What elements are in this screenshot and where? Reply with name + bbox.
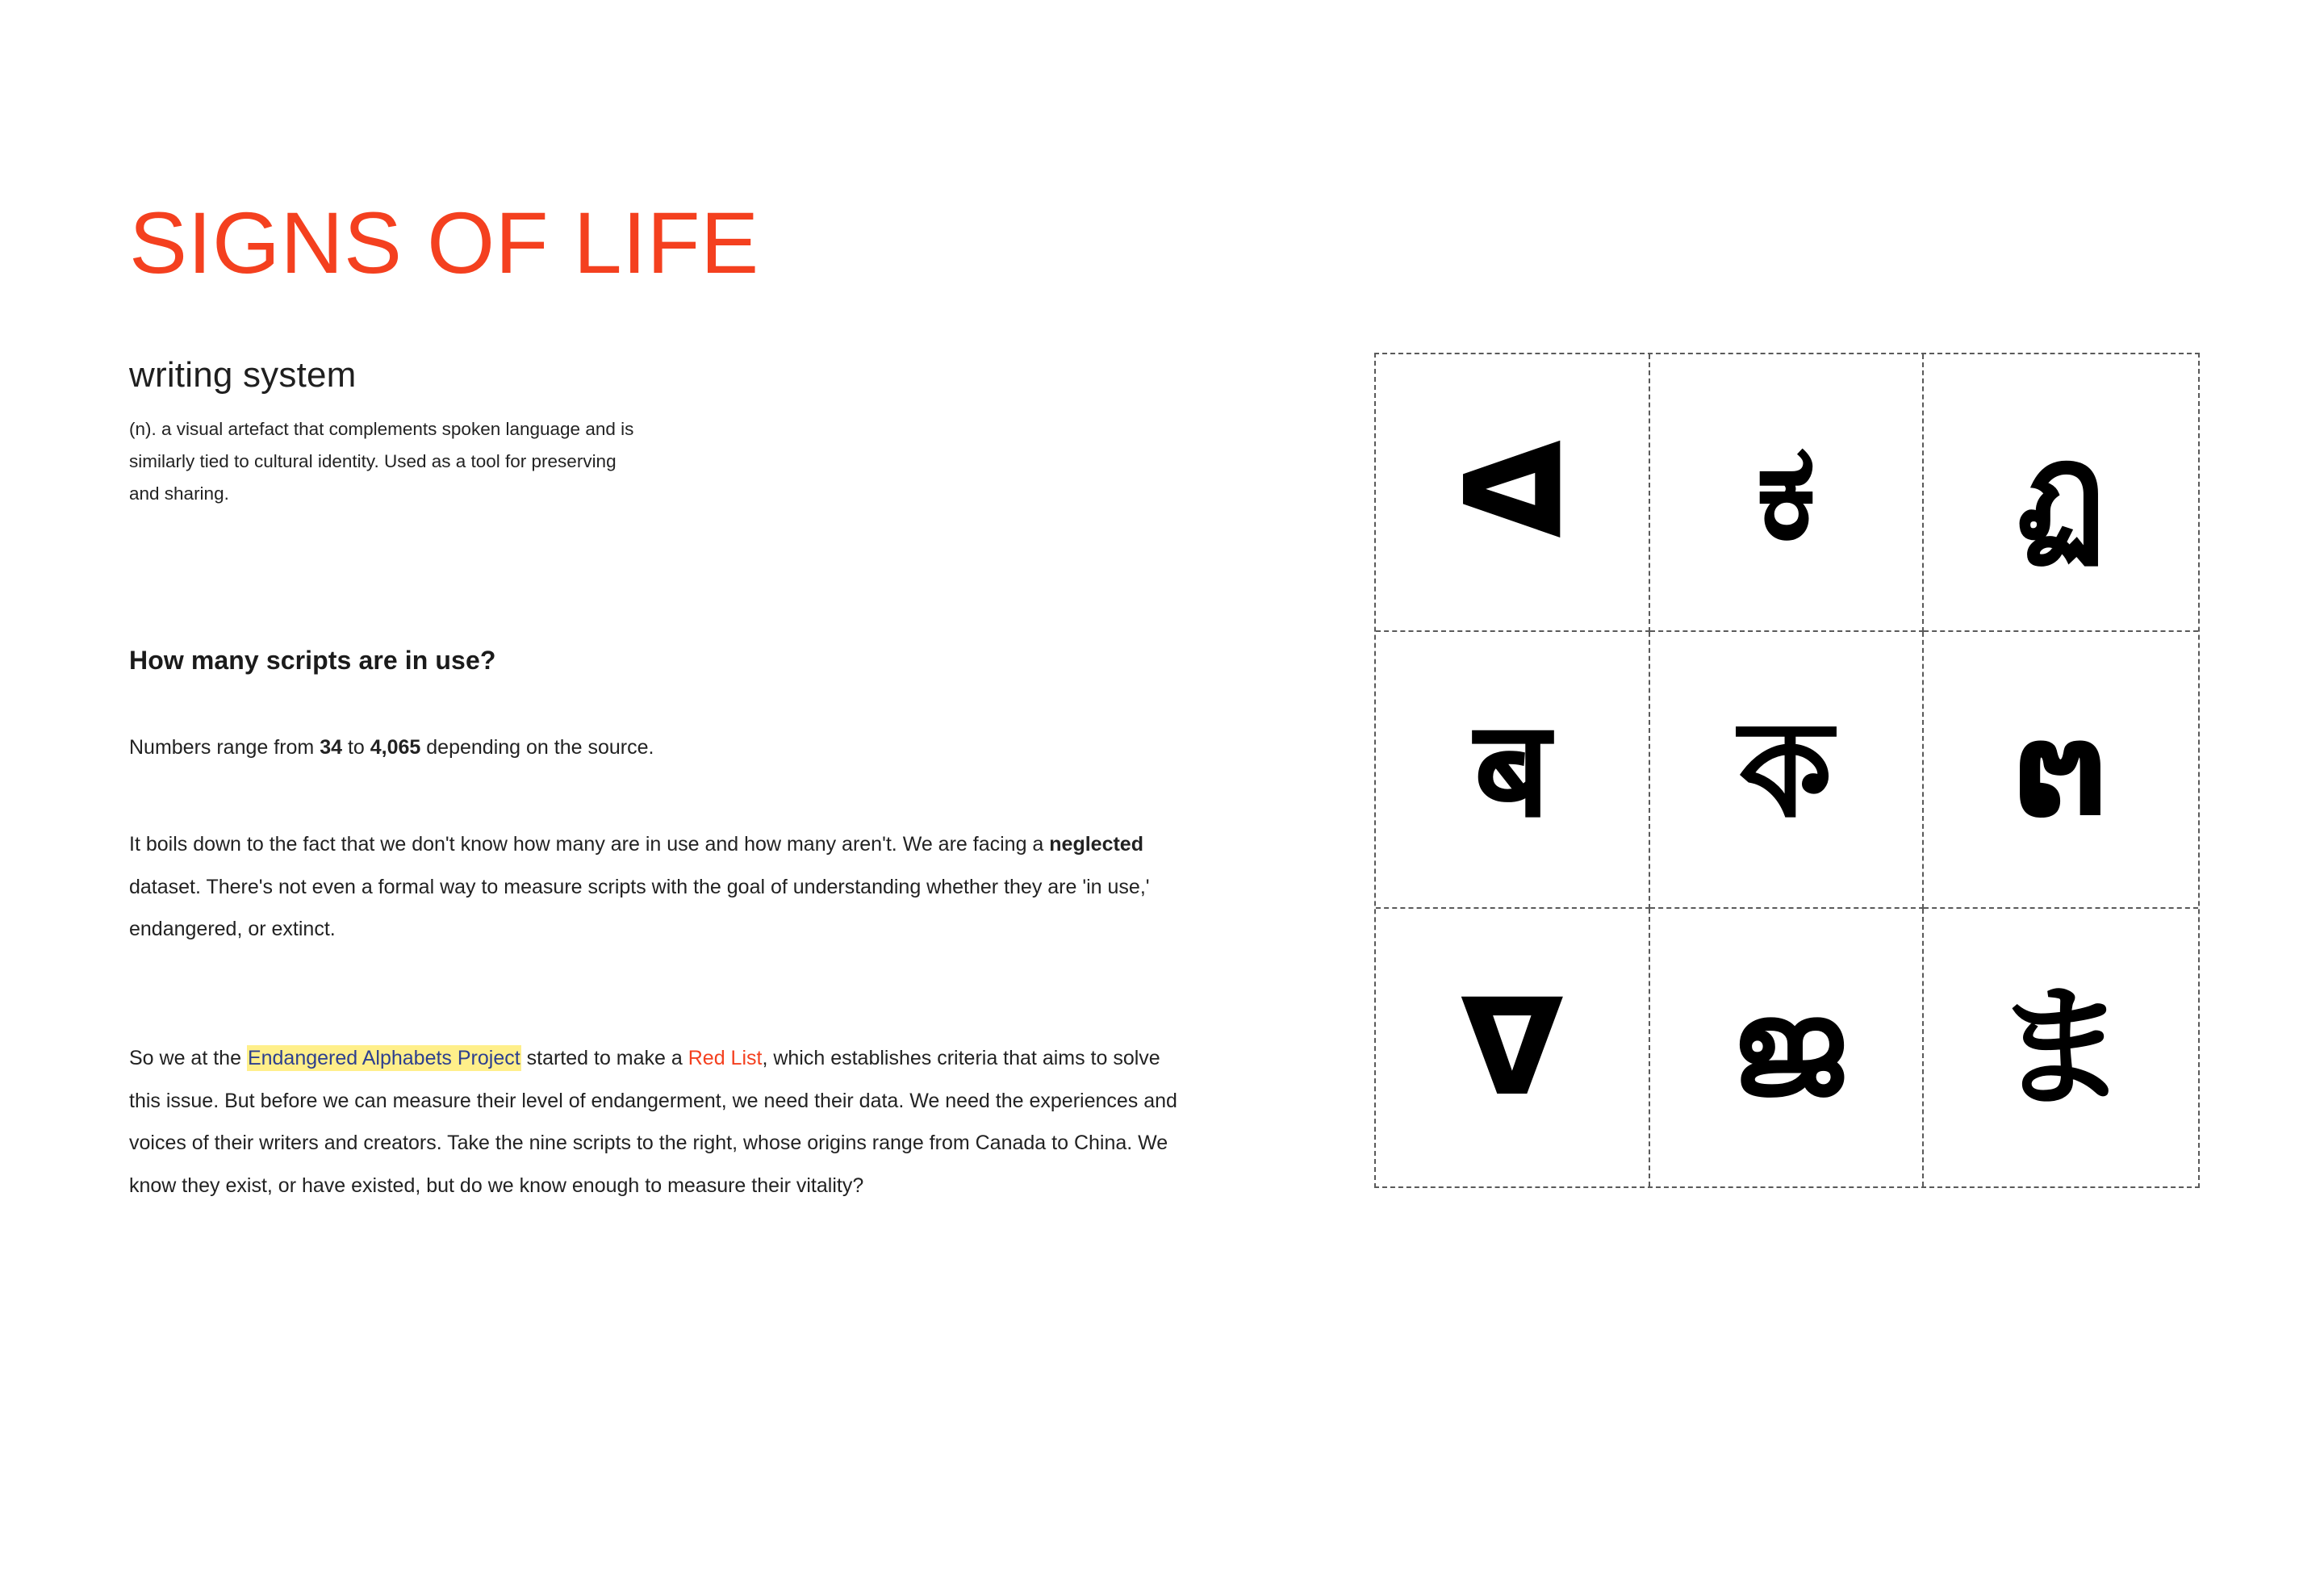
range-middle: to [342,736,370,759]
glyph-4: ब [1473,691,1550,847]
paragraph-three-part2: started to make a [520,1047,688,1069]
paragraph-three-part3: , which establishes criteria that aims to solve this issue. But before we can measure their level of endangerment, we need their data. We need the experiences and voices of their writers and creators. Take the nine scripts to the right, whose origins range from Canada to China. We know they exist, or have existed, but do we know enough to measure their vitality? [129,1047,1177,1197]
range-high-value: 4,065 [370,736,421,759]
glyph-cell[interactable] [1650,909,1925,1186]
link-red-list[interactable]: Red List [688,1047,763,1069]
link-endangered-alphabets-project[interactable]: Endangered Alphabets Project [247,1047,520,1069]
glyph-7: ᐁ [1460,969,1564,1125]
paragraph-two-bold: neglected [1049,833,1143,856]
glyph-cell[interactable] [1376,632,1650,910]
paragraph-red-list [129,1037,1178,1207]
glyph-9: ま [1994,969,2128,1125]
glyph-1: ᐊ [1452,414,1573,570]
glyph-cell[interactable] [1924,354,2198,632]
glyph-cell[interactable] [1376,909,1650,1186]
glyph-cell[interactable] [1376,354,1650,632]
definition-text: (n). a visual artefact that complements spoken language and is similarly tied to cultural identity. Used as a tool for preserving and sharing. [129,419,634,504]
paragraph-neglected-dataset [129,823,1178,951]
glyph-cell[interactable] [1924,632,2198,910]
glyph-8: ജ [1730,969,1842,1125]
article-column [129,355,1177,1197]
page-title: SIGNS OF LIFE [129,194,759,292]
glyph-6: ຕ [2014,691,2109,847]
glyph-cell[interactable] [1650,354,1925,632]
paragraph-three-part1: So we at the [129,1047,247,1069]
section-heading: How many scripts are in use? [129,646,496,675]
glyph-cell[interactable] [1924,909,2198,1186]
paragraph-script-count [129,726,1178,769]
glyph-grid [1374,353,2200,1188]
range-low-value: 34 [320,736,343,759]
definition-term: writing system [129,355,357,395]
paragraph-two-part2: dataset. There's not even a formal way to measure scripts with the goal of understanding whether they are 'in use,' endangered, or extinct. [129,875,1150,940]
range-prefix: Numbers range from [129,736,320,759]
range-suffix: depending on the source. [420,736,654,759]
glyph-2: ಕ [1756,414,1816,570]
paragraph-two-part1: It boils down to the fact that we don't know how many are in use and how many aren't. We are facing a [129,833,1050,856]
glyph-5: ক [1739,691,1833,847]
glyph-3: ฏ [2016,414,2106,570]
glyph-cell[interactable] [1650,632,1925,910]
